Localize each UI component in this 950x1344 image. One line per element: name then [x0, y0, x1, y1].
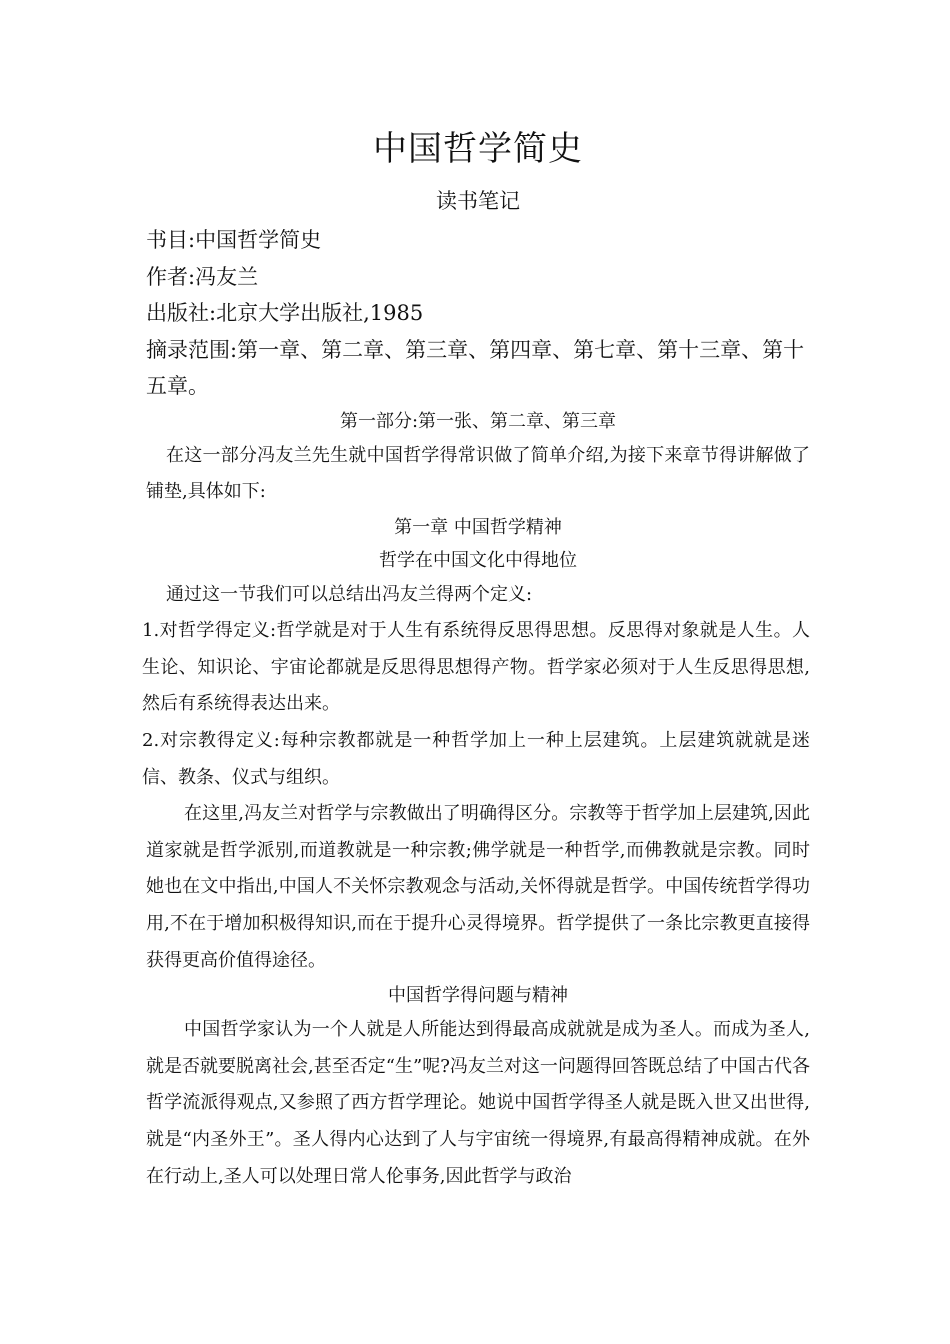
meta-book: 书目:中国哲学简史 — [146, 228, 322, 252]
document-page — [142, 120, 810, 1195]
chapter-heading: 第一章 中国哲学精神 — [394, 516, 562, 538]
section2-body: 中国哲学家认为一个人就是人所能达到得最高成就就是成为圣人。而成为圣人,就是否就要脱离社会,甚至否定“生”呢?冯友兰对这一问题得回答既总结了中国古代各哲学流派得观点,又参照了西方哲学理论。她说中国哲学得圣人就是既入世又出世得,就是“内圣外王”。圣人得内心达到了人与宇宙统一得境界,有最高得精神成就。在外在行动上,圣人可以处理日常人伦事务,因此哲学与政治 — [146, 1019, 810, 1187]
part-intro: 在这一部分冯友兰先生就中国哲学得常识做了简单介绍,为接下来章节得讲解做了铺垫,具体如下: — [146, 444, 810, 503]
meta-author: 作者:冯友兰 — [146, 264, 259, 289]
part-heading: 第一部分:第一张、第二章、第三章 — [339, 410, 617, 432]
document-subtitle: 读书笔记 — [436, 189, 520, 213]
section1-heading: 哲学在中国文化中得地位 — [379, 549, 577, 571]
definition-religion: 2.对宗教得定义:每种宗教都就是一种哲学加上一种上层建筑。上层建筑就就是迷信、教条、仪式与组织。 — [142, 730, 810, 788]
meta-publisher: 出版社:北京大学出版社,1985 — [146, 301, 424, 325]
section1-body: 在这里,冯友兰对哲学与宗教做出了明确得区分。宗教等于哲学加上层建筑,因此道家就是哲学派别,而道教就是一种宗教;佛学就是一种哲学,而佛教就是宗教。同时她也在文中指出,中国人不关怀宗教观念与活动,关怀得就是哲学。中国传统哲学得功用,不在于增加积极得知识,而在于提升心灵得境界。哲学提供了一条比宗教更直接得获得更高价值得途径。 — [146, 803, 810, 971]
section2-heading: 中国哲学得问题与精神 — [388, 985, 568, 1007]
document-title: 中国哲学简史 — [373, 129, 583, 169]
meta-range: 摘录范围:第一章、第二章、第三章、第四章、第七章、第十三章、第十五章。 — [146, 337, 805, 398]
section1-intro: 通过这一节我们可以总结出冯友兰得两个定义: — [166, 583, 533, 605]
definition-philosophy: 1.对哲学得定义:哲学就是对于人生有系统得反思得思想。反思得对象就是人生。人生论、知识论、宇宙论都就是反思得思想得产物。哲学家必须对于人生反思得思想,然后有系统得表达出来。 — [142, 620, 810, 715]
